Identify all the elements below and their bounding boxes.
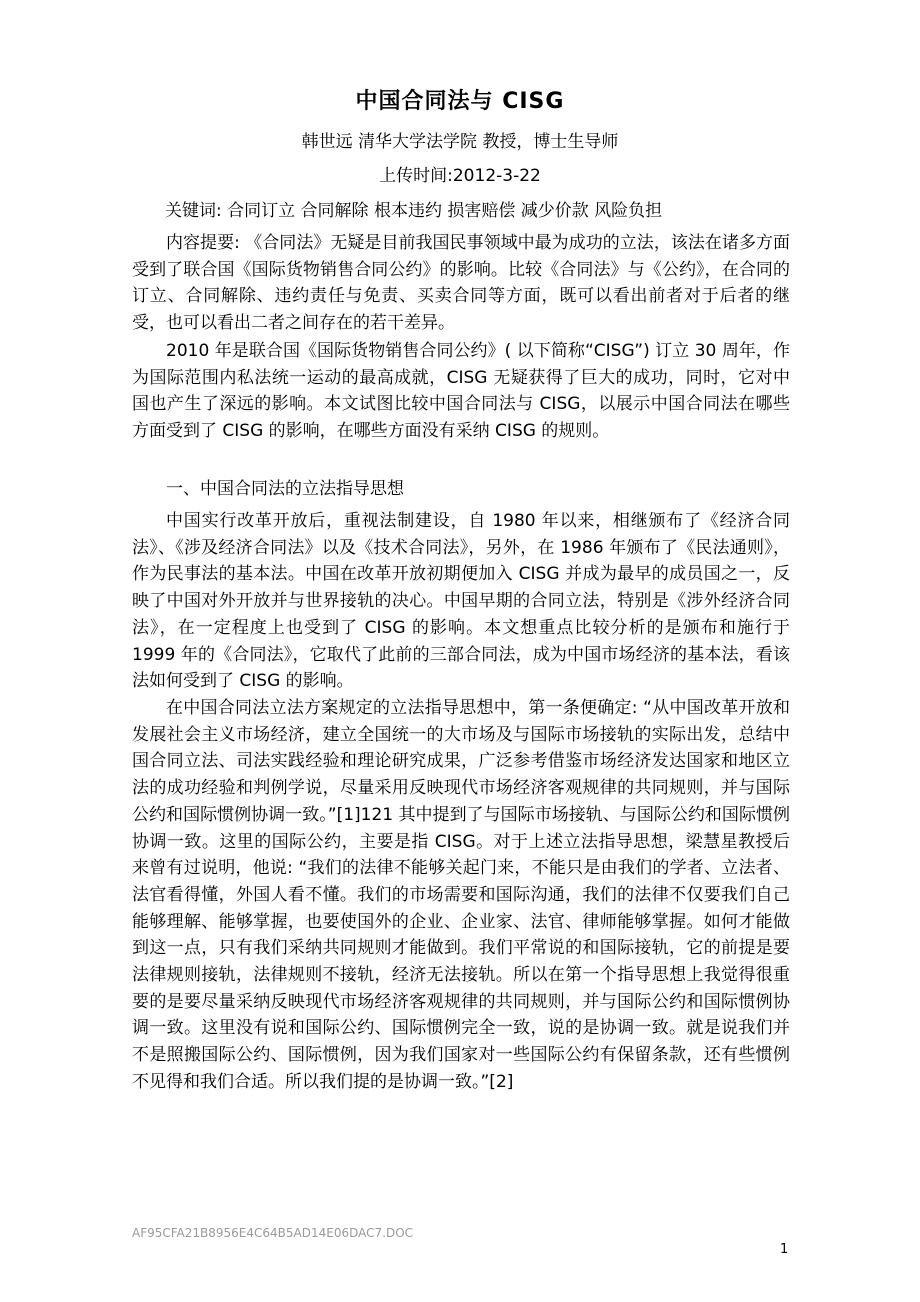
document-title: 中国合同法与 CISG bbox=[355, 89, 565, 114]
page-number: 1 bbox=[780, 1242, 789, 1257]
abstract-paragraph: 内容提要: 《合同法》无疑是目前我国民事领域中最为成功的立法，该法在诸多方面受到了联合国《国际货物销售合同公约》的影响。比较《合同法》与《公约》，在合同的订立、合同解除、违约责任与免责、买卖合同等方面，既可以看出前者对于后者的继受，也可以看出二者之间存在的若干差异。 bbox=[132, 233, 790, 334]
keywords-line: 关键词: 合同订立 合同解除 根本违约 损害赔偿 减少价款 风险负担 bbox=[165, 201, 663, 221]
section1-paragraph-1: 中国实行改革开放后，重视法制建设，自 1980 年以来，相继颁布了《经济合同法》、《涉及经济合同法》以及《技术合同法》，另外，在 1986 年颁布了《民法通则》，作为民事法的基本法。中国在改革开放初期便加入 CISG 并成为最早的成员国之一，反映了中国对外开放并与世界接轨的决心。中国早期的合同立法，特别是《涉外经济合同法》，在一定程度上也受到了 CISG 的影响。本文想重点比较分析的是颁布和施行于 1999 年的《合同法》，它取代了此前的三部合同法，成为中国市场经济的基本法，看该法如何受到了 CISG 的影响。 bbox=[132, 511, 790, 692]
document-id-footer: AF95CFA21B8956E4C64B5AD14E06DAC7.DOC bbox=[132, 1226, 414, 1240]
section1-paragraph-2: 在中国合同法立法方案规定的立法指导思想中，第一条便确定: “从中国改革开放和发展社会主义市场经济，建立全国统一的大市场及与国际市场接轨的实际出发，总结中国合同立法、司法实践经验和理论研究成果，广泛参考借鉴市场经济发达国家和地区立法的成功经验和判例学说，尽量采用反映现代市场经济客观规律的共同规则，并与国际公约和国际惯例协调一致。”[1]121 其中提到了与国际市场接轨、与国际公约和国际惯例协调一致。这里的国际公约，主要是指 CISG。对于上述立法指导思想，梁慧星教授后来曾有过说明，他说: “我们的法律不能够关起门来，不能只是由我们的学者、立法者、法官看得懂，外国人看不懂。我们的市场需要和国际沟通，我们的法律不仅要我们自己能够理解、能够掌握，也要使国外的企业、企业家、法官、律师能够掌握。如何才能做到这一点，只有我们采纳共同规则才能做到。我们平常说的和国际接轨，它的前提是要法律规则接轨，法律规则不接轨，经济无法接轨。所以在第一个指导思想上我觉得很重要的是要尽量采纳反映现代市场经济客观规律的共同规则，并与国际公约和国际惯例协调一致。这里没有说和国际公约、国际惯例完全一致，说的是协调一致。就是说我们并不是照搬国际公约、国际惯例，因为我们国家对一些国际公约有保留条款，还有些惯例不见得和我们合适。所以我们提的是协调一致。”[2] bbox=[132, 698, 790, 1092]
intro-paragraph: 2010 年是联合国《国际货物销售合同公约》( 以下简称“CISG”) 订立 30 周年，作为国际范围内私法统一运动的最高成就，CISG 无疑获得了巨大的成功，同时，它对中国也产生了深远的影响。本文试图比较中国合同法与 CISG，以展示中国合同法在哪些方面受到了 CISG 的影响，在哪些方面没有采纳 CISG 的规则。 bbox=[132, 341, 790, 442]
section-heading: 一、中国合同法的立法指导思想 bbox=[166, 479, 404, 499]
upload-time: 上传时间:2012-3-22 bbox=[379, 166, 541, 186]
author-line: 韩世远 清华大学法学院 教授，博士生导师 bbox=[301, 132, 619, 152]
